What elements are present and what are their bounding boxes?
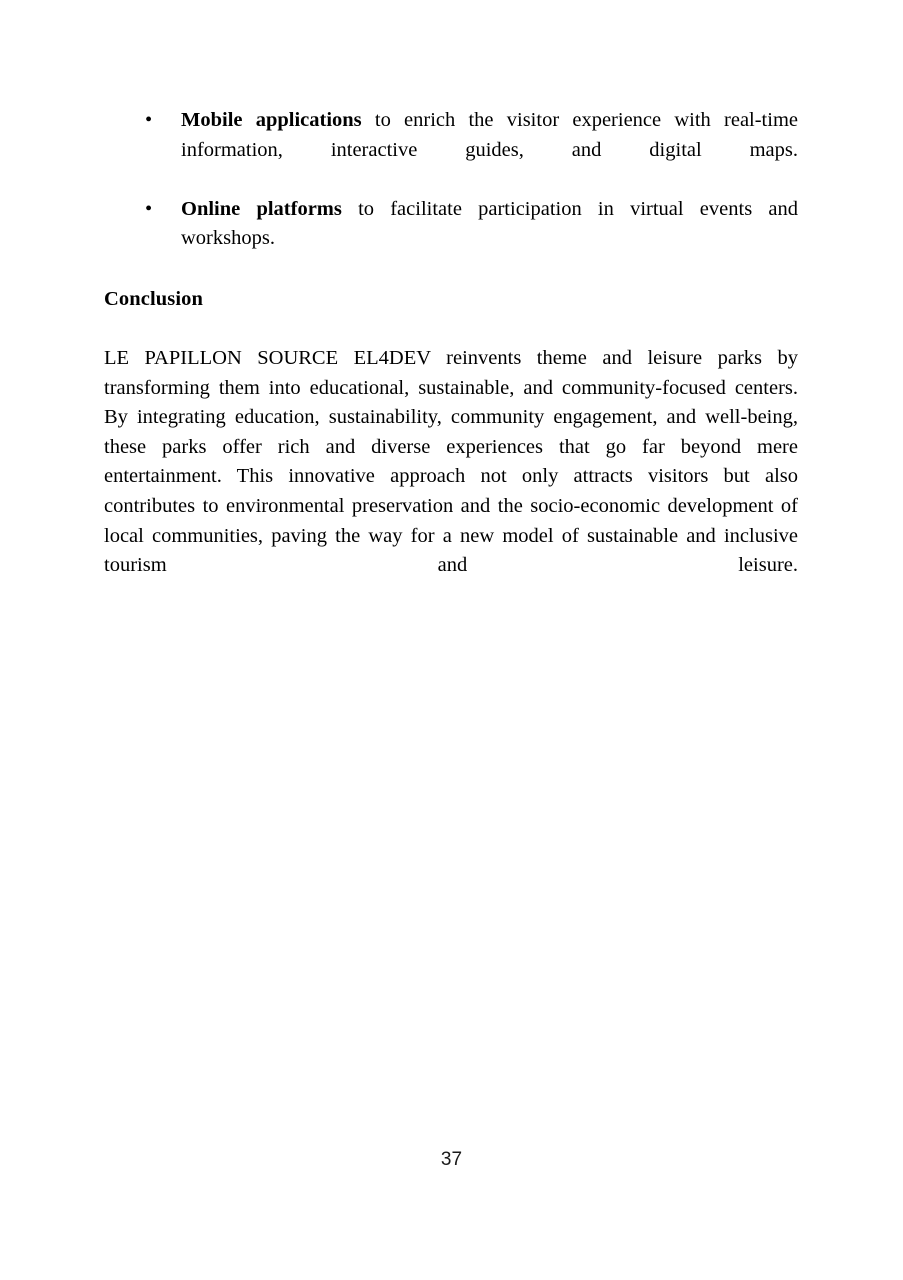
list-item-text: to enrich the visitor experience with real-time information, interactive guides, and digital maps. — [181, 109, 798, 161]
list-item-lead-term: Online platforms — [181, 197, 342, 220]
section-heading: Conclusion — [104, 288, 203, 310]
conclusion-paragraph: LE PAPILLON SOURCE EL4DEV reinvents theme and leisure parks by transforming them into educational, sustainable, and community-focused centers. By integrating education, sustainability, community engagement, and well-being, these parks offer rich and diverse experiences that go far beyond mere entertainment. This innovative approach not only attracts visitors but also contributes to environmental preservation and the socio-economic development of local communities, paving the way for a new model of sustainable and inclusive tourism and leisure. — [104, 347, 798, 577]
bullet-point-icon: • — [145, 109, 153, 131]
list-item-text: to facilitate participation in virtual events and workshops. — [181, 197, 798, 250]
list-item — [104, 106, 798, 195]
bullet-list — [104, 106, 798, 284]
list-item — [104, 195, 798, 284]
page-number: 37 — [440, 1149, 463, 1170]
bullet-point-icon: • — [145, 197, 153, 220]
list-item-lead-term: Mobile applications — [181, 109, 362, 131]
